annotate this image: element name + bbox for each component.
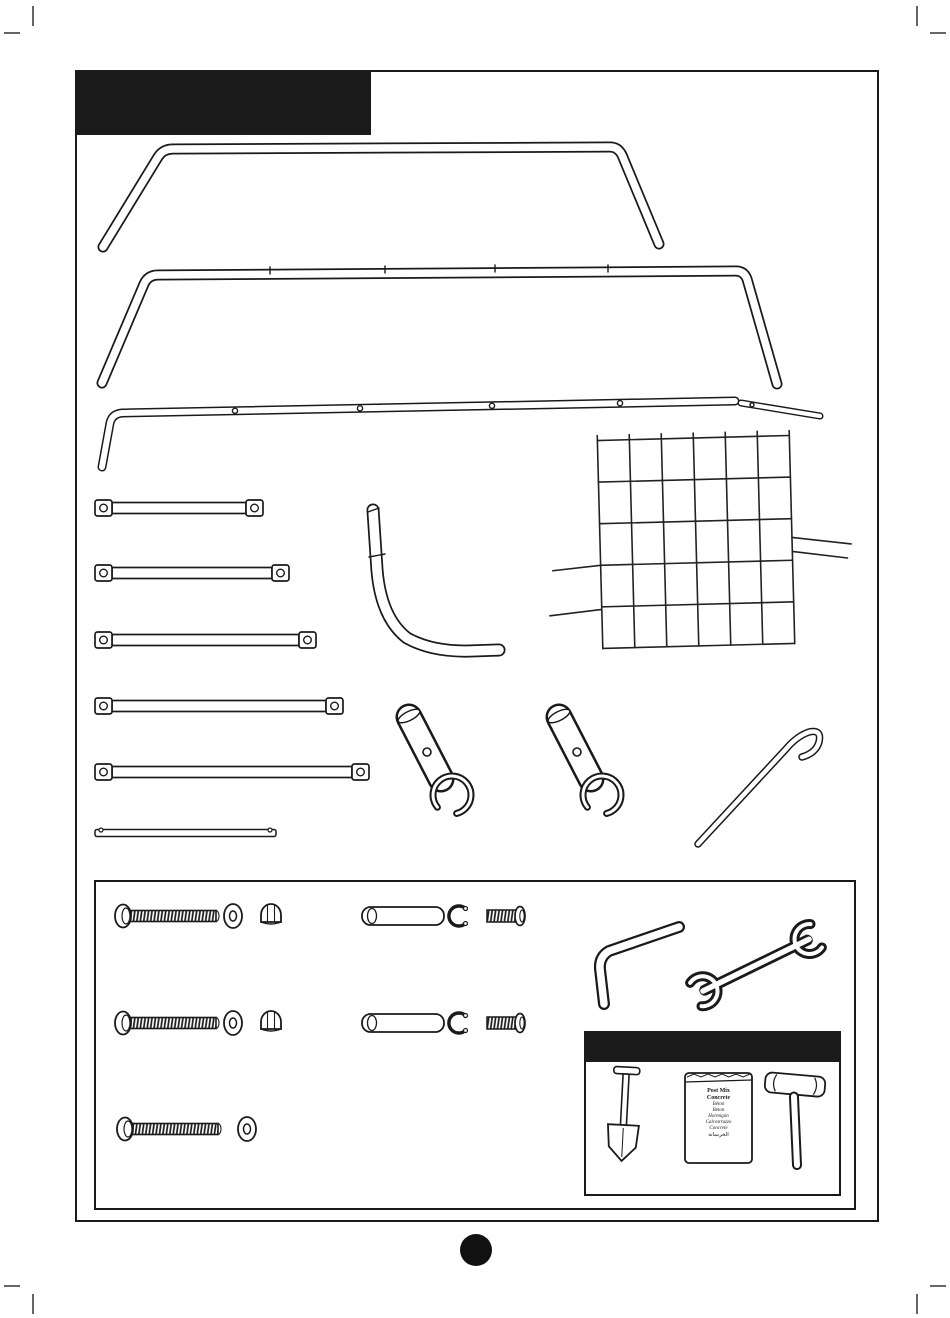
part-tube-clamp-left xyxy=(396,707,479,822)
part-slide-rod xyxy=(95,828,276,837)
part-curved-corner-pole xyxy=(368,508,499,651)
part-perforated-ground-bar xyxy=(102,401,820,467)
long-bolt-icon xyxy=(115,1012,219,1035)
part-cross-tube-e xyxy=(95,764,369,780)
hardware-row-3 xyxy=(117,1117,256,1141)
short-screw-icon xyxy=(487,907,525,926)
part-cross-tube-a xyxy=(95,500,263,516)
part-cross-tube-b xyxy=(95,565,289,581)
cap-nut-icon xyxy=(261,904,281,924)
bag-line: الخرسانة xyxy=(708,1132,729,1138)
tools-required-header-bar xyxy=(585,1032,840,1062)
allen-key-icon xyxy=(600,927,679,1004)
spacer-sleeve-icon xyxy=(362,1014,444,1032)
part-net-panel xyxy=(545,429,853,650)
page-number-dot xyxy=(460,1234,492,1266)
bag-line: Beton xyxy=(712,1108,725,1113)
spacer-sleeve-icon xyxy=(362,907,444,925)
washer-icon xyxy=(224,1011,242,1035)
washer-icon xyxy=(224,904,242,928)
title-bar xyxy=(76,71,371,135)
cap-nut-icon xyxy=(261,1011,281,1031)
hardware-row-2 xyxy=(115,1011,525,1035)
bag-line: Calcestruzzo xyxy=(705,1120,732,1125)
hardware-row-1 xyxy=(115,904,525,928)
long-bolt-icon xyxy=(115,905,219,928)
part-cross-tube-d xyxy=(95,698,343,714)
part-tube-clamp-right xyxy=(546,707,629,822)
bag-line: Hormigón xyxy=(708,1114,729,1119)
mallet-icon xyxy=(758,1072,826,1167)
short-screw-icon xyxy=(487,1014,525,1033)
bag-line: Post Mix xyxy=(707,1088,730,1094)
long-bolt-icon xyxy=(117,1118,221,1141)
bag-line: Concrete xyxy=(709,1126,728,1131)
bag-line: Béton xyxy=(712,1102,725,1107)
concrete-bag-icon xyxy=(685,1073,752,1163)
wrench-icon xyxy=(689,922,823,1008)
crop-marks xyxy=(4,6,946,1314)
part-ground-stake-hook xyxy=(698,731,820,844)
shovel-icon xyxy=(606,1066,642,1161)
c-clip-icon xyxy=(449,906,468,926)
washer-icon xyxy=(238,1117,256,1141)
part-large-bent-crossbar-tube xyxy=(103,147,659,247)
c-clip-icon xyxy=(449,1013,468,1033)
part-net-support-crossbar-tube xyxy=(102,265,777,384)
bag-line: Concrete xyxy=(706,1095,731,1101)
part-cross-tubes xyxy=(95,500,369,780)
part-cross-tube-c xyxy=(95,632,316,648)
